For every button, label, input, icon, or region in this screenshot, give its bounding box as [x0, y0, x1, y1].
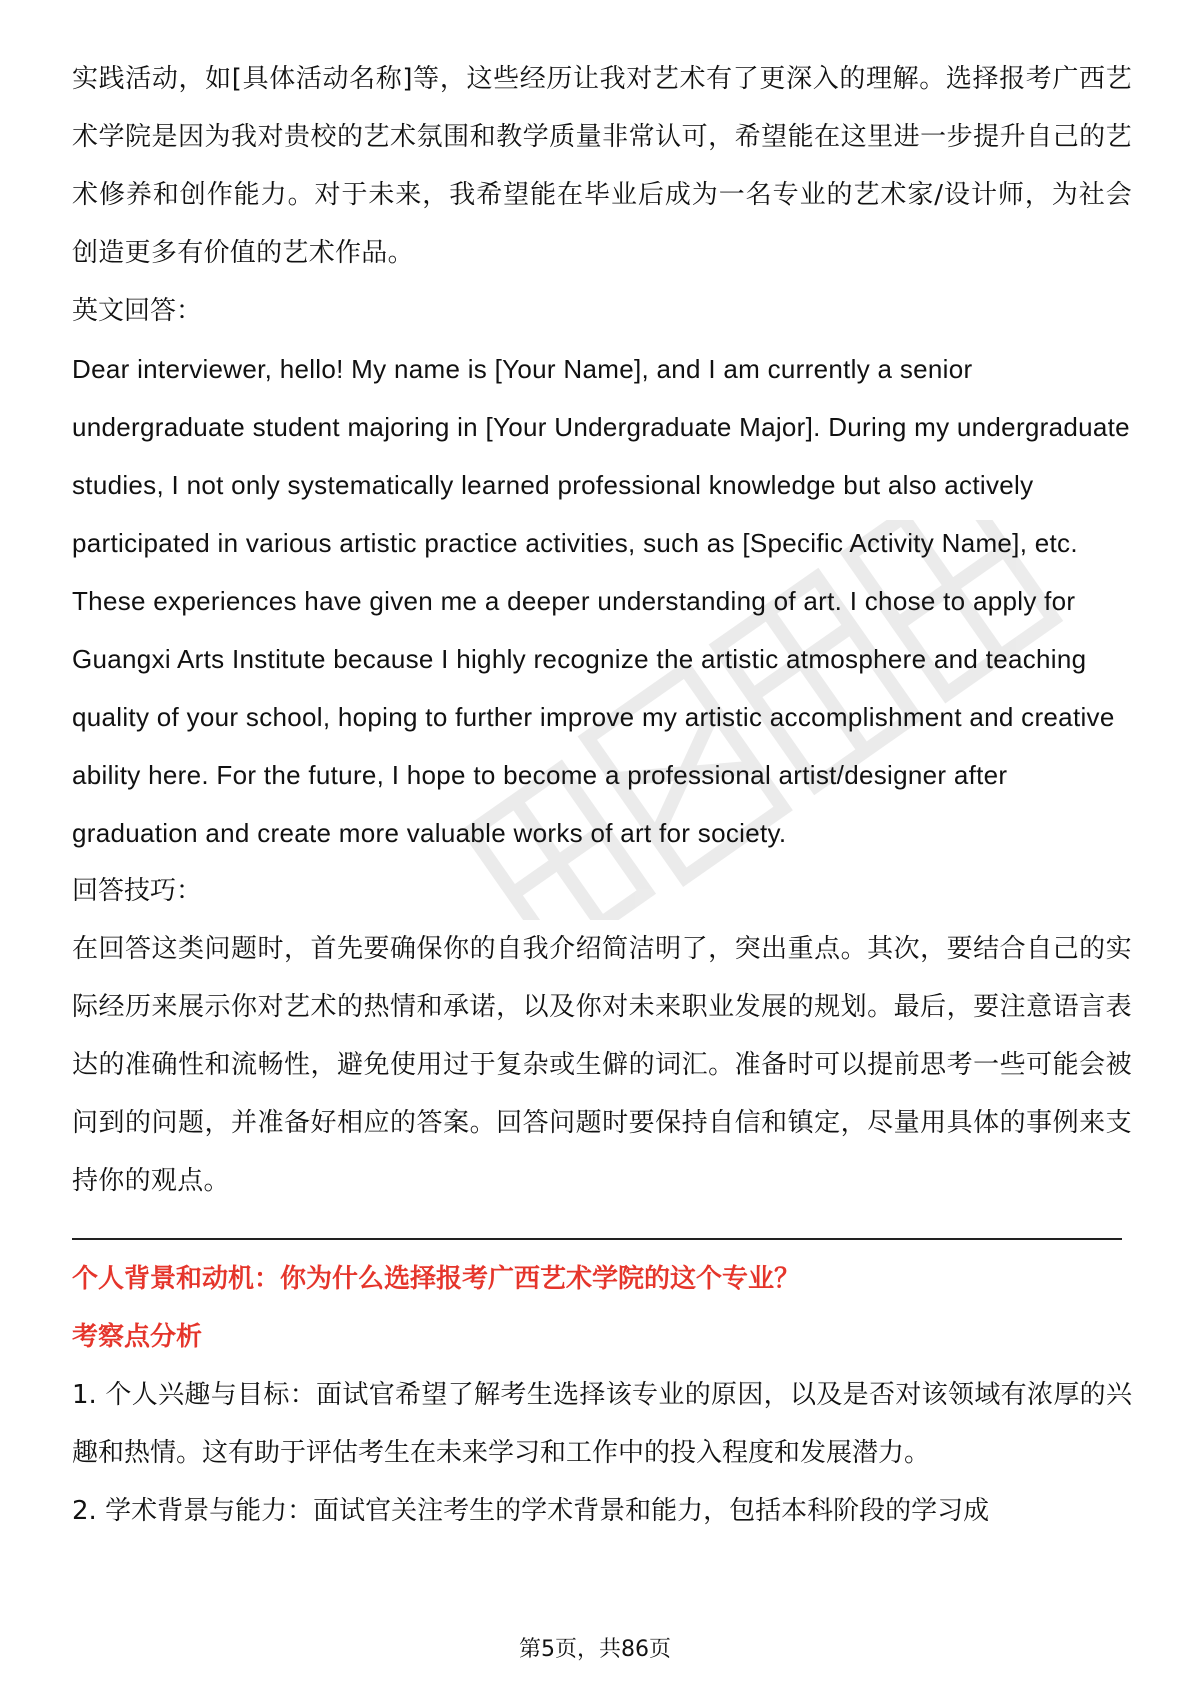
english-answer-label: 英文回答：	[72, 296, 203, 326]
analysis-item-1: 1. 个人兴趣与目标：面试官希望了解考生选择该专业的原因，以及是否对该领域有浓厚的兴趣和热情。这有助于评估考生在未来学习和工作中的投入程度和发展潜力。	[72, 1380, 1132, 1468]
analysis-label: 考察点分析	[72, 1322, 203, 1352]
tips-text: 在回答这类问题时，首先要确保你的自我介绍简洁明了，突出重点。其次，要结合自己的实际经历来展示你对艺术的热情和承诺，以及你对未来职业发展的规划。最后，要注意语言表达的准确性和流畅性，避免使用过于复杂或生僻的词汇。准备时可以提前思考一些可能会被问到的问题，并准备好相应的答案。回答问题时要保持自信和镇定，尽量用具体的事例来支持你的观点。	[72, 934, 1132, 1196]
section-divider	[72, 1238, 1122, 1240]
tips-label: 回答技巧：	[72, 876, 203, 906]
question-title: 个人背景和动机：你为什么选择报考广西艺术学院的这个专业？	[72, 1264, 801, 1294]
document-body	[72, 50, 1132, 1540]
english-answer-text: Dear interviewer, hello! My name is [Your Name], and I am currently a senior undergraduate student majoring in [Your Undergraduate Major]. During my undergraduate studies, I not only systematically learned professional knowledge but also actively participated in various artistic practice activities, such as [Specific Activity Name], etc. These experiences have given me a deeper understanding of art. I chose to apply for Guangxi Arts Institute because I highly recognize the artistic atmosphere and teaching quality of your school, hoping to further improve my artistic accomplishment and creative ability here. For the future, I hope to become a professional artist/designer after graduation and create more valuable works of art for society.	[72, 354, 1130, 848]
page-number: 第5页，共86页	[519, 1637, 671, 1662]
intro-paragraph: 实践活动，如[具体活动名称]等，这些经历让我对艺术有了更深入的理解。选择报考广西艺术学院是因为我对贵校的艺术氛围和教学质量非常认可，希望能在这里进一步提升自己的艺术修养和创作能力。对于未来，我希望能在毕业后成为一名专业的艺术家/设计师，为社会创造更多有价值的艺术作品。	[72, 64, 1132, 268]
analysis-item-2: 2. 学术背景与能力：面试官关注考生的学术背景和能力，包括本科阶段的学习成	[72, 1496, 990, 1526]
